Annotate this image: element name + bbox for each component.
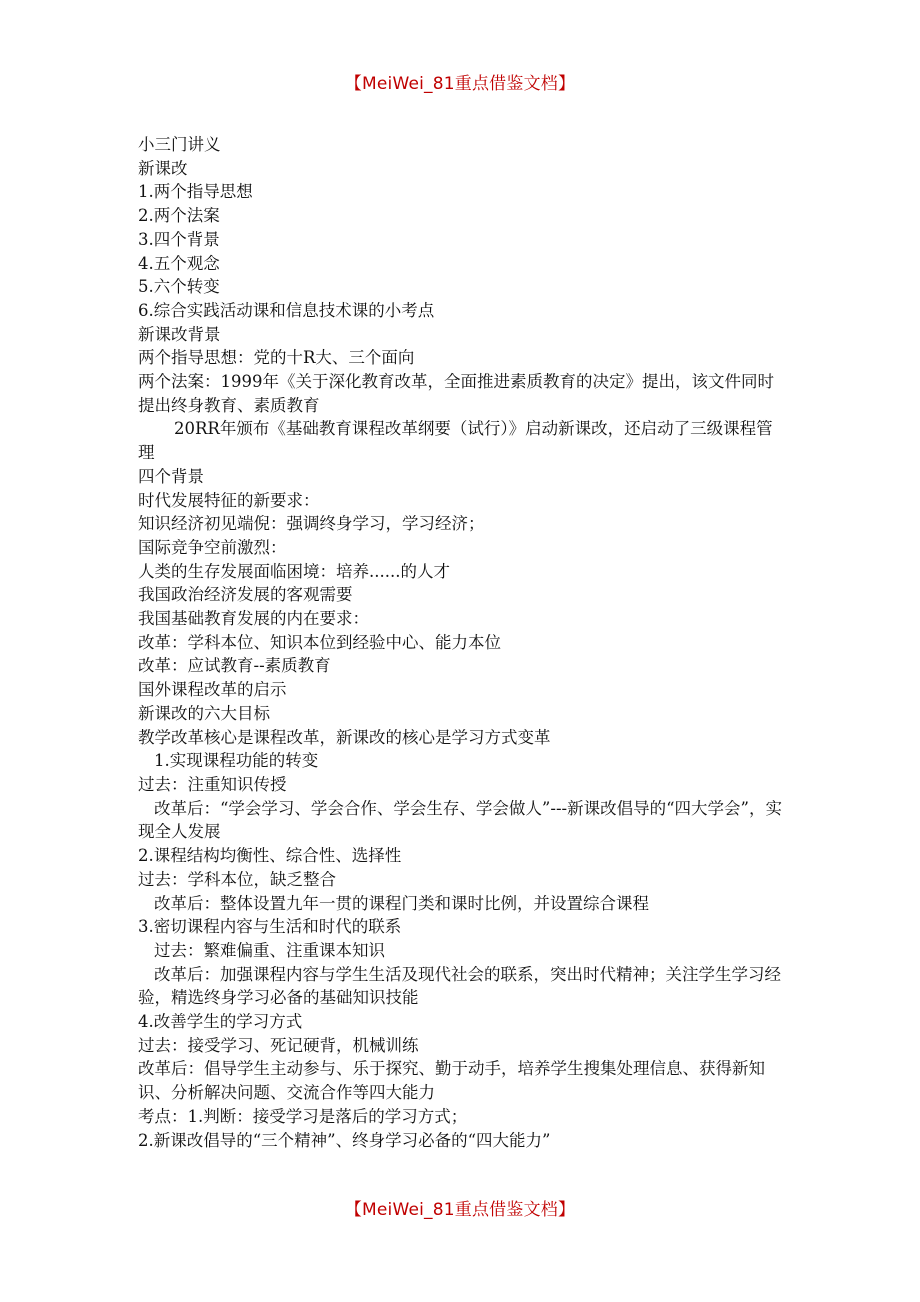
paragraph: 国际竞争空前激烈：	[138, 537, 287, 557]
goal-heading: 4.改善学生的学习方式	[138, 1012, 303, 1032]
goal-heading: 1.实现课程功能的转变	[154, 751, 319, 771]
section-heading: 新课改	[138, 158, 188, 178]
paragraph: 两个指导思想：党的十R大、三个面向	[138, 348, 415, 368]
paragraph: 教学改革核心是课程改革，新课改的核心是学习方式变革	[138, 727, 551, 747]
doc-title: 小三门讲义	[138, 135, 221, 154]
paragraph: 过去：繁难偏重、注重课本知识	[154, 940, 385, 960]
page-footer: 【MeiWei_81重点借鉴文档】	[344, 1200, 576, 1220]
paragraph: 我国基础教育发展的内在要求：	[138, 609, 369, 629]
paragraph: 国外课程改革的启示	[138, 680, 287, 700]
paragraph: 考点：1.判断：接受学习是落后的学习方式；	[138, 1106, 468, 1126]
outline-item: 4.五个观念	[138, 253, 220, 273]
paragraph: 过去：接受学习、死记硬背，机械训练	[138, 1035, 419, 1055]
outline-item: 1.两个指导思想	[138, 182, 253, 202]
outline-item: 6.综合实践活动课和信息技术课的小考点	[138, 300, 435, 320]
page-header: 【MeiWei_81重点借鉴文档】	[344, 74, 576, 94]
outline-item: 2.两个法案	[138, 206, 220, 226]
paragraph: 过去：注重知识传授	[138, 774, 287, 794]
goal-heading: 2.课程结构均衡性、综合性、选择性	[138, 846, 402, 866]
paragraph: 人类的生存发展面临困境：培养......的人才	[138, 561, 450, 581]
paragraph: 两个法案：1999年《关于深化教育改革，全面推进素质教育的决定》提出，该文件同时提出终身教育、素质教育	[138, 372, 774, 415]
paragraph: 2.新课改倡导的“三个精神”、终身学习必备的“四大能力”	[138, 1130, 551, 1150]
paragraph: 我国政治经济发展的客观需要	[138, 585, 353, 605]
document-body	[138, 133, 788, 1152]
paragraph: 改革后：倡导学生主动参与、乐于探究、勤于动手，培养学生搜集处理信息、获得新知识、分析解决问题、交流合作等四大能力	[138, 1059, 765, 1103]
paragraph: 改革：学科本位、知识本位到经验中心、能力本位	[138, 632, 501, 652]
paragraph: 改革：应试教育--素质教育	[138, 656, 331, 676]
paragraph: 20RR年颁布《基础教育课程改革纲要（试行）》启动新课改，还启动了三级课程管理	[138, 419, 773, 463]
section-heading: 新课改的六大目标	[138, 703, 270, 723]
paragraph: 知识经济初见端倪：强调终身学习，学习经济；	[138, 514, 485, 534]
section-heading: 四个背景	[138, 466, 204, 486]
paragraph: 时代发展特征的新要求：	[138, 490, 320, 510]
section-heading: 新课改背景	[138, 324, 221, 344]
paragraph: 过去：学科本位，缺乏整合	[138, 869, 336, 889]
paragraph: 改革后：整体设置九年一贯的课程门类和课时比例，并设置综合课程	[154, 893, 649, 913]
paragraph: 改革后：加强课程内容与学生生活及现代社会的联系，突出时代精神；关注学生学习经验，精选终身学习必备的基础知识技能	[138, 964, 781, 1008]
outline-item: 5.六个转变	[138, 277, 220, 297]
outline-item: 3.四个背景	[138, 229, 220, 249]
paragraph: 改革后：“学会学习、学会合作、学会生存、学会做人”---新课改倡导的“四大学会”，实现全人发展	[138, 798, 782, 842]
goal-heading: 3.密切课程内容与生活和时代的联系	[138, 917, 402, 937]
